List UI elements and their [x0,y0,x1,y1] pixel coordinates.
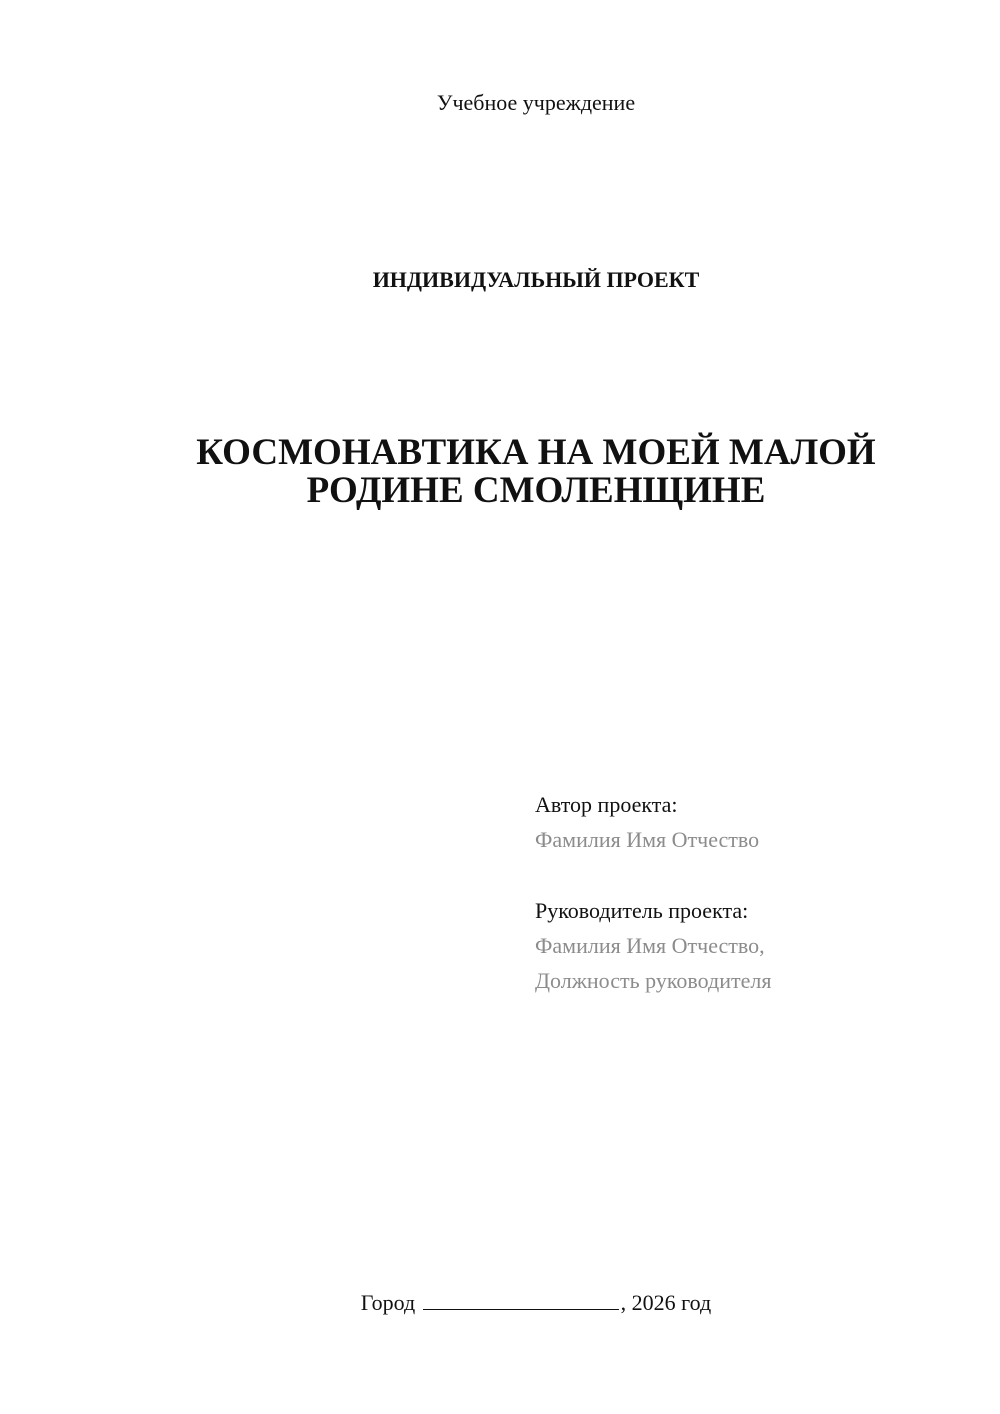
supervisor-label: Руководитель проекта: [535,898,749,923]
credits-spacer [535,857,771,893]
credits-block [535,787,771,998]
city-label: Город [360,1290,416,1315]
project-title [0,434,1000,510]
city-blank-line [423,1291,619,1310]
author-label: Автор проекта: [535,792,678,817]
supervisor-position: Должность руководителя [535,968,772,993]
author-name: Фамилия Имя Отчество [535,827,760,852]
document-type: ИНДИВИДУАЛЬНЫЙ ПРОЕКТ [372,267,700,292]
city-year-line [0,1290,1000,1316]
institution-name: Учебное учреждение [436,90,636,115]
project-title-line-2: РОДИНЕ СМОЛЕНЩИНЕ [306,470,766,511]
year-text: , 2026 год [620,1290,712,1315]
project-title-line-1: КОСМОНАВТИКА НА МОЕЙ МАЛОЙ [196,432,876,473]
supervisor-name: Фамилия Имя Отчество, [535,933,765,958]
